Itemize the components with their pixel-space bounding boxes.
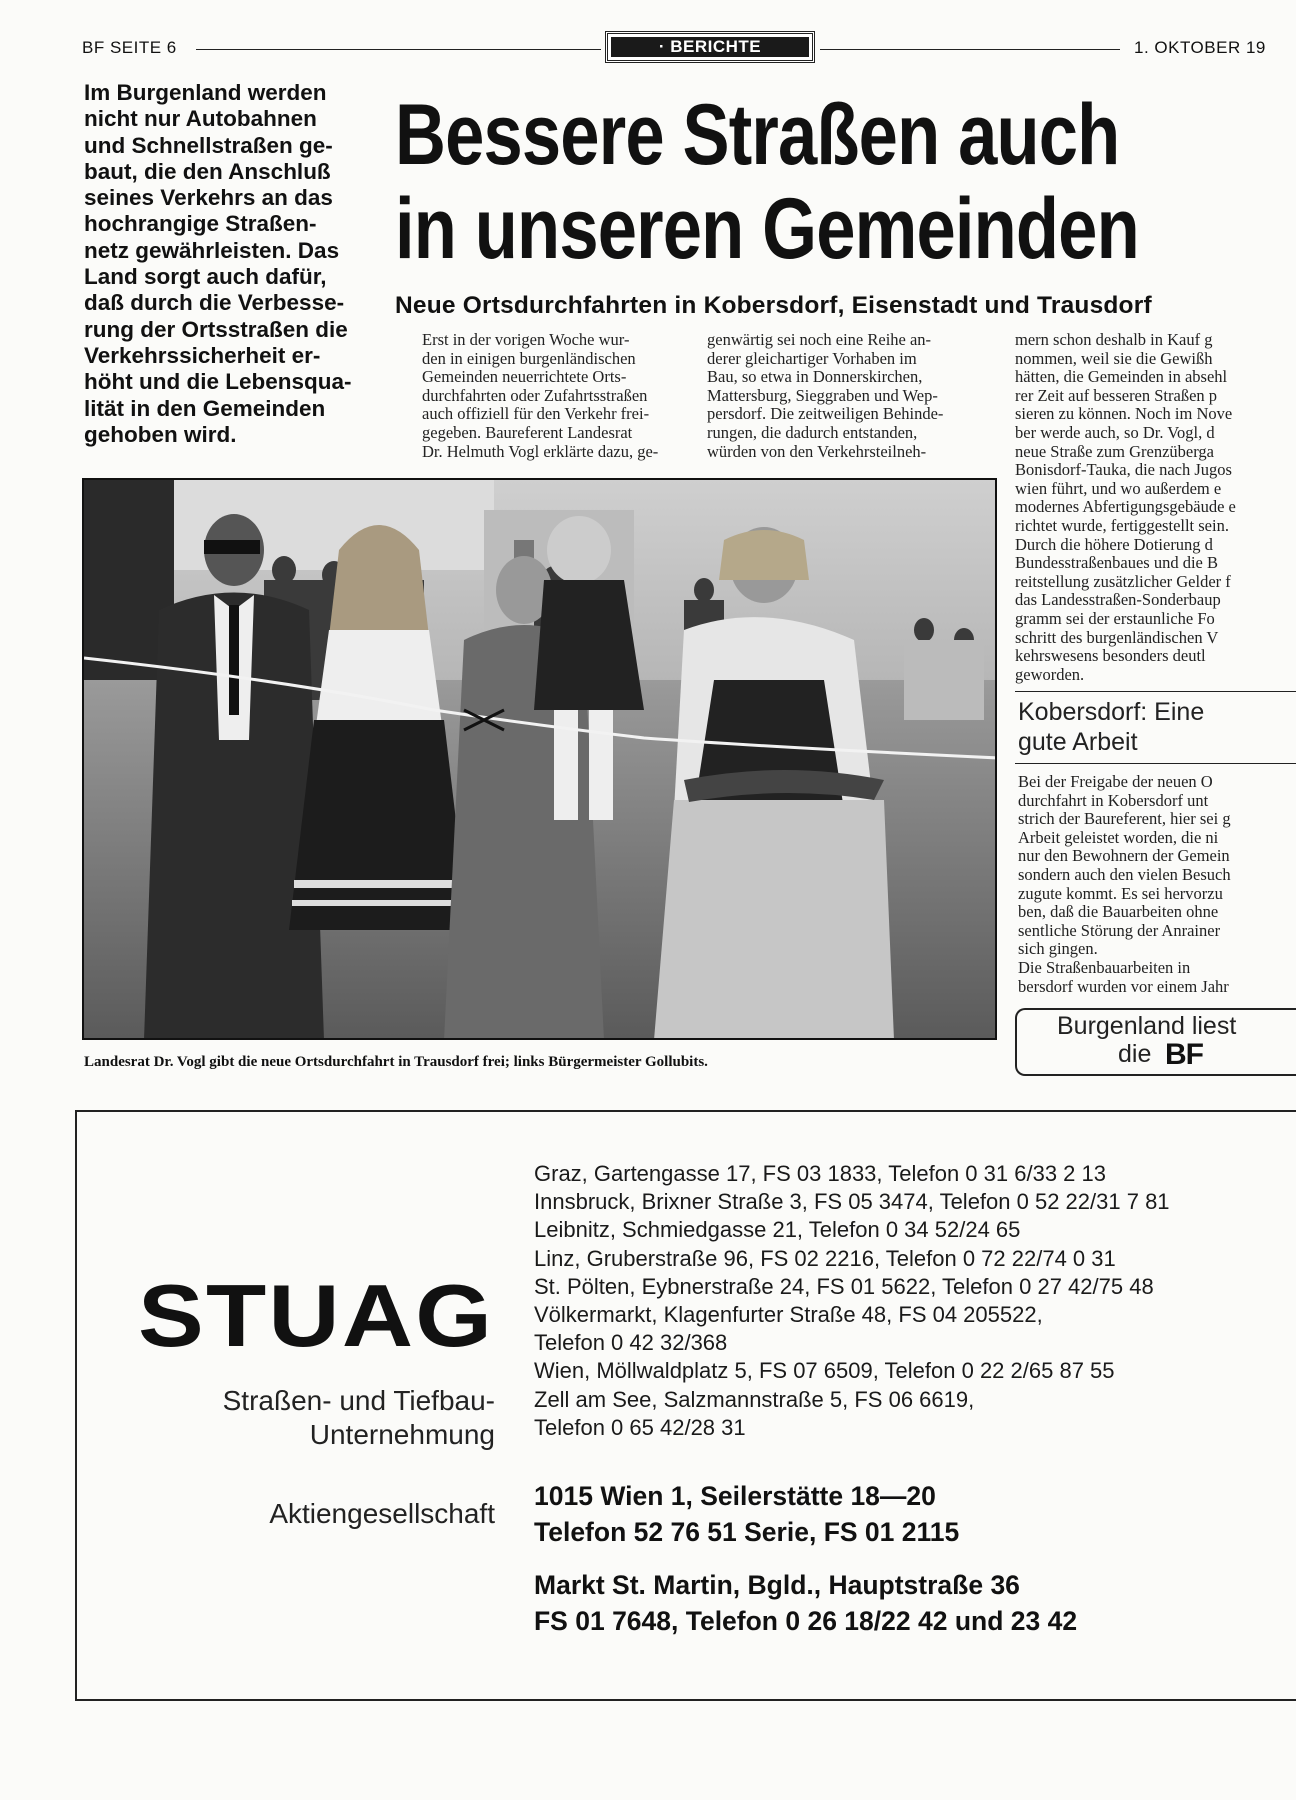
address-line: Telefon 0 65 42/28 31 <box>534 1414 746 1440</box>
article-line: sieren zu können. Noch im Nove <box>1015 405 1233 424</box>
headline-line-1: Bessere Straßen auch <box>395 87 1120 183</box>
subsection-heading-line-2: gute Arbeit <box>1018 728 1138 756</box>
subsection-heading-line-1: Kobersdorf: Eine <box>1018 698 1205 726</box>
article-line: derer gleichartiger Vorhaben im <box>707 349 917 368</box>
section-label-box <box>605 31 815 63</box>
subheadline: Neue Ortsdurchfahrten in Kobersdorf, Eisenstadt und Trausdorf <box>395 292 1152 319</box>
article-line: Erst in der vorigen Woche wur- <box>422 331 630 349</box>
hq-line-1: 1015 Wien 1, Seilerstätte 18—20 <box>534 1481 936 1511</box>
intro-line: Verkehrssicherheit er- <box>84 342 321 368</box>
intro-paragraph <box>84 80 380 448</box>
article-line: durchfahrt in Kobersdorf unt <box>1018 791 1209 810</box>
article-line: genwärtig sei noch eine Reihe an- <box>707 331 932 349</box>
article-line: zugute kommt. Es sei hervorzu <box>1018 884 1223 903</box>
article-line: geworden. <box>1015 665 1085 684</box>
article-line: wien führt, und wo außerdem e <box>1015 479 1222 498</box>
intro-line: und Schnellstraßen ge- <box>84 132 333 158</box>
header-rule-left <box>196 49 601 50</box>
article-line: bersdorf wurden vor einem Jahr <box>1018 977 1229 996</box>
article-line: modernes Abfertigungsgebäude e <box>1015 498 1236 517</box>
article-line: nur den Bewohnern der Gemein <box>1018 847 1230 866</box>
address-line: Graz, Gartengasse 17, FS 03 1833, Telefon 0 31 6/33 2 13 <box>534 1161 1106 1186</box>
article-line: sich gingen. <box>1018 940 1098 959</box>
article-line: neue Straße zum Grenzüberga <box>1015 442 1214 461</box>
address-line: Linz, Gruberstraße 96, FS 02 2216, Telefon 0 72 22/74 0 31 <box>534 1245 1116 1271</box>
intro-line: Land sorgt auch dafür, <box>84 264 327 290</box>
headquarters-address <box>534 1478 959 1550</box>
stuag-logo: STUAG <box>138 1266 495 1365</box>
article-line: Bundesstraßenbaues und die B <box>1015 554 1219 573</box>
intro-line: rung der Ortsstraßen die <box>84 316 348 342</box>
address-line: Leibnitz, Schmiedgasse 21, Telefon 0 34 52/24 65 <box>534 1217 1021 1243</box>
subsection-rule-bottom <box>1015 763 1296 764</box>
subsection-heading <box>1018 697 1204 757</box>
article-line: gramm sei der erstaunliche Fo <box>1015 609 1215 628</box>
article-line: das Landesstraßen-Sonderbaup <box>1015 591 1221 610</box>
branch-line-2: FS 01 7648, Telefon 0 26 18/22 42 und 23 42 <box>534 1606 1078 1636</box>
intro-line: baut, die den Anschluß <box>84 158 331 184</box>
article-line: Bau, so etwa in Donnerskirchen, <box>707 368 923 387</box>
article-line: Gemeinden neuerrichtete Orts- <box>422 368 627 387</box>
address-line: Zell am See, Salzmannstraße 5, FS 06 6619, <box>534 1386 975 1412</box>
address-line: Völkermarkt, Klagenfurter Straße 48, FS 04 205522, <box>534 1302 1043 1328</box>
issue-date: 1. OKTOBER 19 <box>1134 38 1266 57</box>
article-line: ber werde auch, so Dr. Vogl, d <box>1015 423 1215 442</box>
headline <box>395 87 1139 277</box>
article-line: rer Zeit auf besseren Straßen p <box>1015 386 1218 405</box>
intro-line: daß durch die Verbesse- <box>84 290 345 316</box>
article-line: nommen, weil sie die Gewißh <box>1015 349 1213 368</box>
article-line: den in einigen burgenländischen <box>422 349 636 368</box>
article-line: Mattersburg, Sieggraben und Wep- <box>707 386 938 405</box>
header-rule-right <box>820 49 1120 50</box>
intro-line: nicht nur Autobahnen <box>84 106 317 132</box>
burgenland-liest-line-1: Burgenland liest <box>1057 1012 1237 1040</box>
ribbon-cutting-photo <box>84 480 997 1040</box>
intro-line: lität in den Gemeinden <box>84 395 326 421</box>
article-line: mern schon deshalb in Kauf g <box>1015 331 1213 349</box>
branch-address-list <box>534 1160 1170 1442</box>
article-line: Bei der Freigabe der neuen O <box>1018 773 1213 791</box>
article-line: hätten, die Gemeinden in absehl <box>1015 368 1228 387</box>
article-line: schritt des burgenländischen V <box>1015 628 1219 647</box>
article-line: Dr. Helmuth Vogl erklärte dazu, ge- <box>422 442 659 461</box>
address-line: Wien, Möllwaldplatz 5, FS 07 6509, Telefon 0 22 2/65 87 55 <box>534 1358 1115 1384</box>
address-line: Innsbruck, Brixner Straße 3, FS 05 3474, Telefon 0 52 22/31 7 81 <box>534 1189 1170 1215</box>
article-column-1 <box>422 331 674 461</box>
bf-logo: BF <box>1165 1038 1203 1071</box>
page-number: BF SEITE 6 <box>82 38 177 57</box>
subsection-rule <box>1015 691 1296 692</box>
intro-line: netz gewährleisten. Das <box>84 237 340 263</box>
section-label: · BERICHTE <box>611 37 809 57</box>
headline-line-2: in unseren Gemeinden <box>395 181 1139 277</box>
article-column-3 <box>1015 331 1285 684</box>
article-line: ben, daß die Bauarbeiten ohne <box>1018 903 1219 922</box>
ad-subtitle-1: Straßen- und Tiefbau- <box>222 1385 495 1416</box>
article-line: Bonisdorf-Tauka, die nach Jugos <box>1015 461 1232 480</box>
article-column-2 <box>707 331 997 461</box>
ad-subtitle-2: Unternehmung <box>309 1419 495 1450</box>
intro-line: höht und die Lebensqua- <box>84 369 352 395</box>
article-line: rungen, die dadurch entstanden, <box>707 423 918 442</box>
ad-subtitle-3: Aktiengesellschaft <box>269 1498 495 1529</box>
article-line: persdorf. Die zeitweiligen Behinde- <box>707 405 944 424</box>
burgenland-liest-line-2: die <box>1118 1040 1152 1068</box>
article-line: kehrswesens besonders deutl <box>1015 647 1206 666</box>
branch-line-1: Markt St. Martin, Bgld., Hauptstraße 36 <box>534 1570 1020 1600</box>
address-line: St. Pölten, Eybnerstraße 24, FS 01 5622, Telefon 0 27 42/75 48 <box>534 1273 1154 1299</box>
article-line: sondern auch den vielen Besuch <box>1018 865 1231 884</box>
article-line: Durch die höhere Dotierung d <box>1015 535 1213 554</box>
article-line: reitstellung zusätzlicher Gelder f <box>1015 572 1231 591</box>
article-column-4 <box>1018 773 1288 996</box>
address-line: Telefon 0 42 32/368 <box>534 1330 728 1356</box>
intro-line: hochrangige Straßen- <box>84 211 317 237</box>
article-line: würden von den Verkehrsteilneh- <box>707 442 927 461</box>
intro-line: Im Burgenland werden <box>84 80 327 105</box>
article-line: gegeben. Baureferent Landesrat <box>422 423 633 442</box>
intro-line: gehoben wird. <box>84 421 237 447</box>
article-line: auch offiziell für den Verkehr frei- <box>422 405 650 424</box>
hq-line-2: Telefon 52 76 51 Serie, FS 01 2115 <box>534 1517 960 1547</box>
article-line: sentliche Störung der Anrainer <box>1018 921 1221 940</box>
article-line: durchfahrten oder Zufahrtsstraßen <box>422 386 648 405</box>
article-line: Arbeit geleistet worden, die ni <box>1018 828 1219 847</box>
article-line: strich der Baureferent, hier sei g <box>1018 810 1231 829</box>
photo-caption: Landesrat Dr. Vogl gibt die neue Ortsdurchfahrt in Trausdorf frei; links Bürgermeister Gollubits. <box>84 1054 708 1070</box>
article-line: Die Straßenbauarbeiten in <box>1018 958 1191 977</box>
news-photo <box>82 478 997 1040</box>
article-line: richtet wurde, fertiggestellt sein. <box>1015 516 1229 535</box>
intro-line: seines Verkehrs an das <box>84 185 333 211</box>
branch-markt-st-martin <box>534 1567 1077 1639</box>
